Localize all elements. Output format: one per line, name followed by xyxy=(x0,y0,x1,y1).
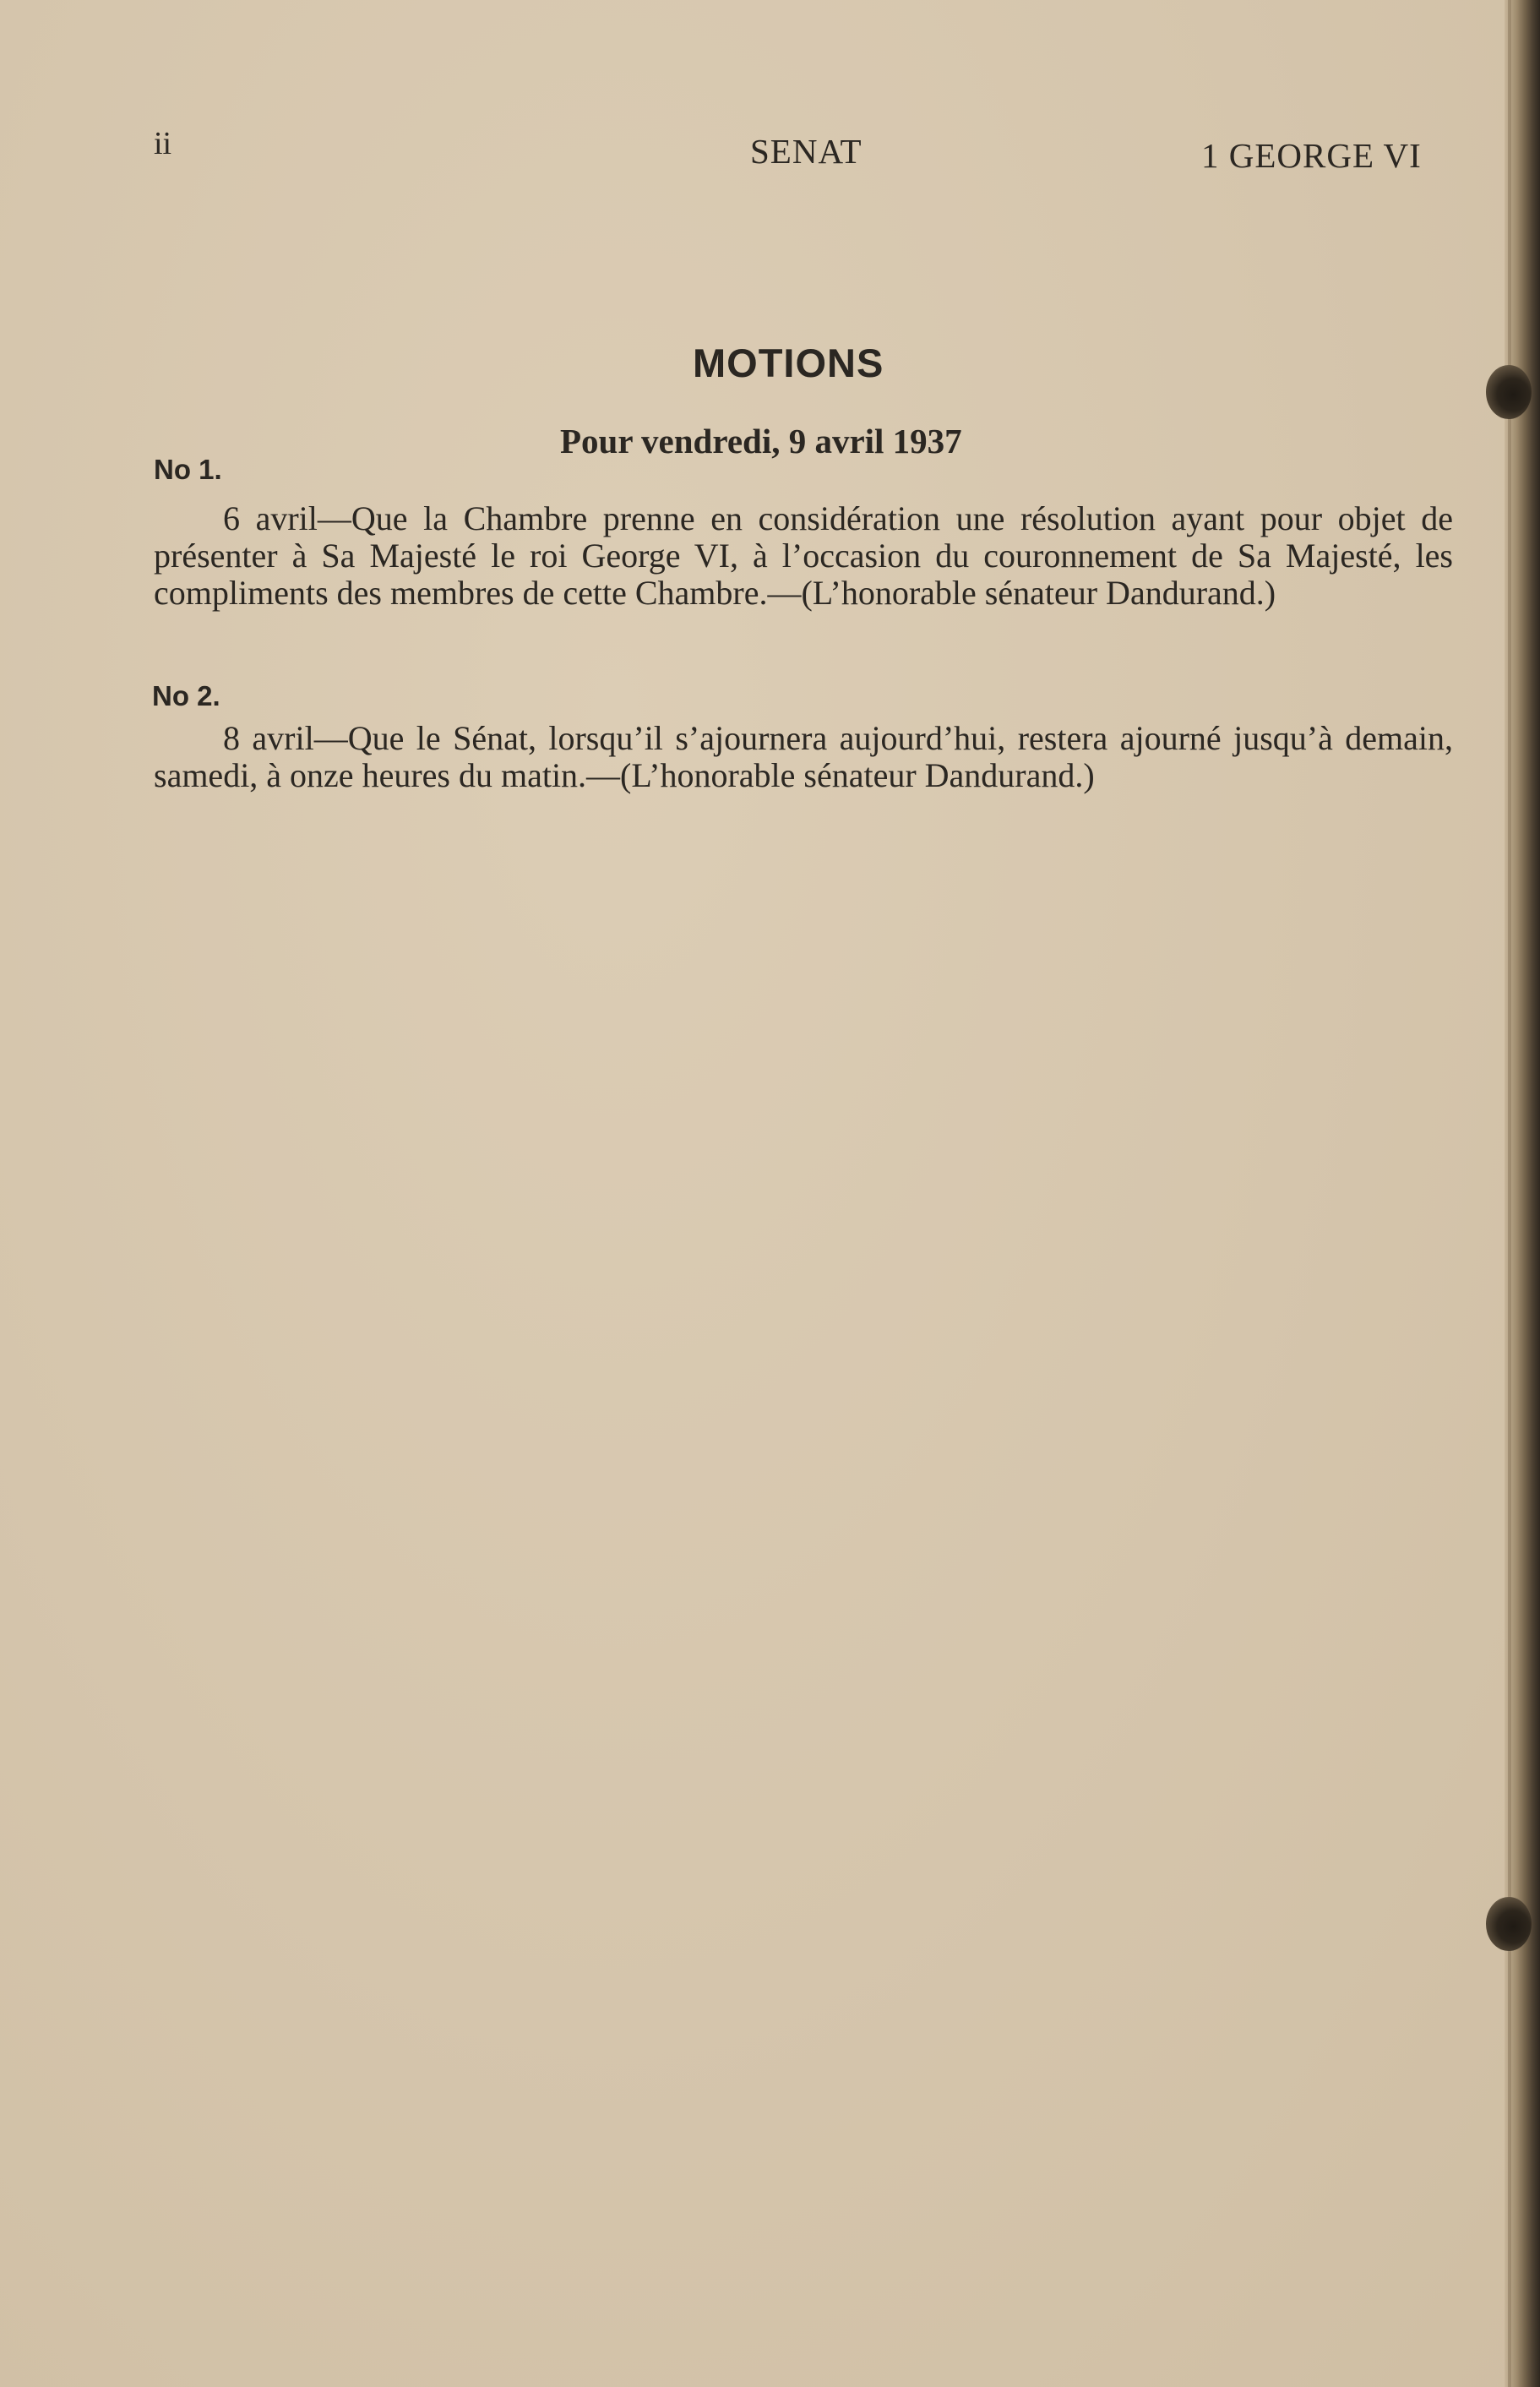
running-header-chamber: SENAT xyxy=(750,132,863,171)
binding-line xyxy=(1508,0,1511,2387)
page-number: ii xyxy=(154,126,172,161)
binder-hole-bottom xyxy=(1486,1897,1532,1951)
motion-2-text: 8 avril—Que le Sénat, lorsqu’il s’ajournera aujourd’hui, restera ajourné jusqu’à demain, samedi, à onze heures du matin.—(L’honorable sénateur Dandurand.) xyxy=(154,719,1453,794)
page-subtitle: Pour vendredi, 9 avril 1937 xyxy=(560,422,962,461)
binder-hole-top xyxy=(1486,365,1532,419)
motion-1-label: No 1. xyxy=(154,454,222,485)
motion-1-text: 6 avril—Que la Chambre prenne en considération une résolution ayant pour objet de présenter à Sa Majesté le roi George VI, à l’occasion du couronnement de Sa Majesté, les compliments des membres de cette Chambre.—(L’honorable sénateur Dandurand.) xyxy=(154,499,1453,612)
page-title: MOTIONS xyxy=(693,341,884,385)
motion-2-label: No 2. xyxy=(152,680,220,711)
running-header-session: 1 GEORGE VI xyxy=(1201,136,1422,175)
